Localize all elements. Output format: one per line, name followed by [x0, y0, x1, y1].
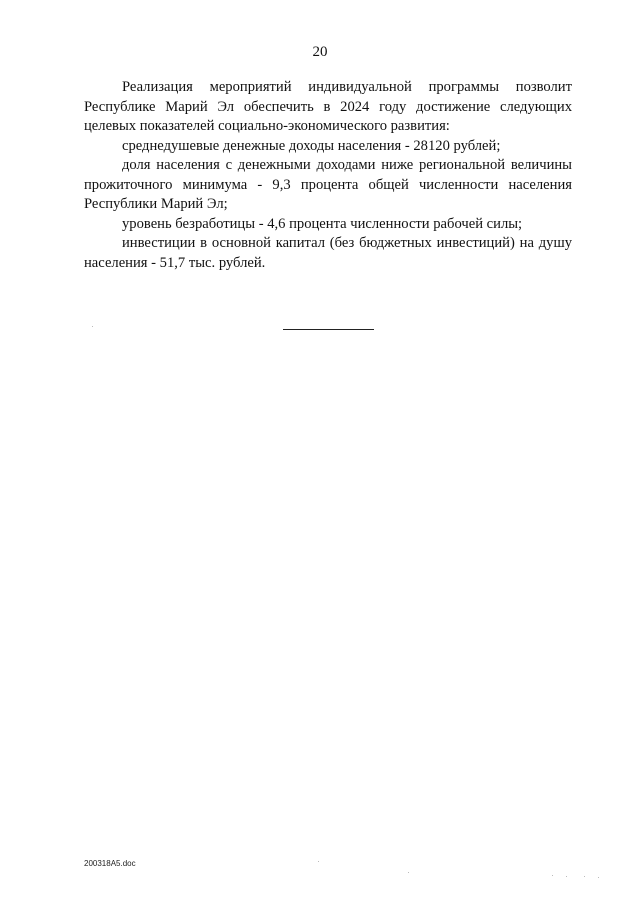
paragraph-unemployment: уровень безработицы - 4,6 процента численности рабочей силы;: [122, 215, 523, 232]
paragraph-poverty-share: доля населения с денежными доходами ниже региональной величины прожиточного минимума - 9,3 процента общей численности населения Республики Марий Эл;: [84, 157, 572, 212]
document-body: [84, 78, 572, 273]
paragraph-investment: инвестиции в основной капитал (без бюджетных инвестиций) на душу населения - 51,7 тыс. рублей.: [84, 235, 572, 271]
paragraph-intro: Реализация мероприятий индивидуальной программы позволит Республике Марий Эл обеспечить в 2024 году достижение следующих целевых показателей социально-экономического развития:: [84, 79, 572, 134]
scan-speck: [566, 876, 567, 877]
scan-speck: [92, 326, 93, 327]
end-of-text-divider: [283, 329, 374, 330]
scan-speck: [598, 877, 599, 878]
scan-speck: [318, 861, 319, 862]
page-number: 20: [312, 44, 328, 60]
footer-file-code: 200318A5.doc: [84, 859, 136, 868]
scan-speck: [552, 875, 553, 876]
scan-speck: [408, 872, 409, 873]
scan-speck: [584, 876, 585, 877]
paragraph-income: среднедушевые денежные доходы населения - 28120 рублей;: [122, 137, 501, 154]
